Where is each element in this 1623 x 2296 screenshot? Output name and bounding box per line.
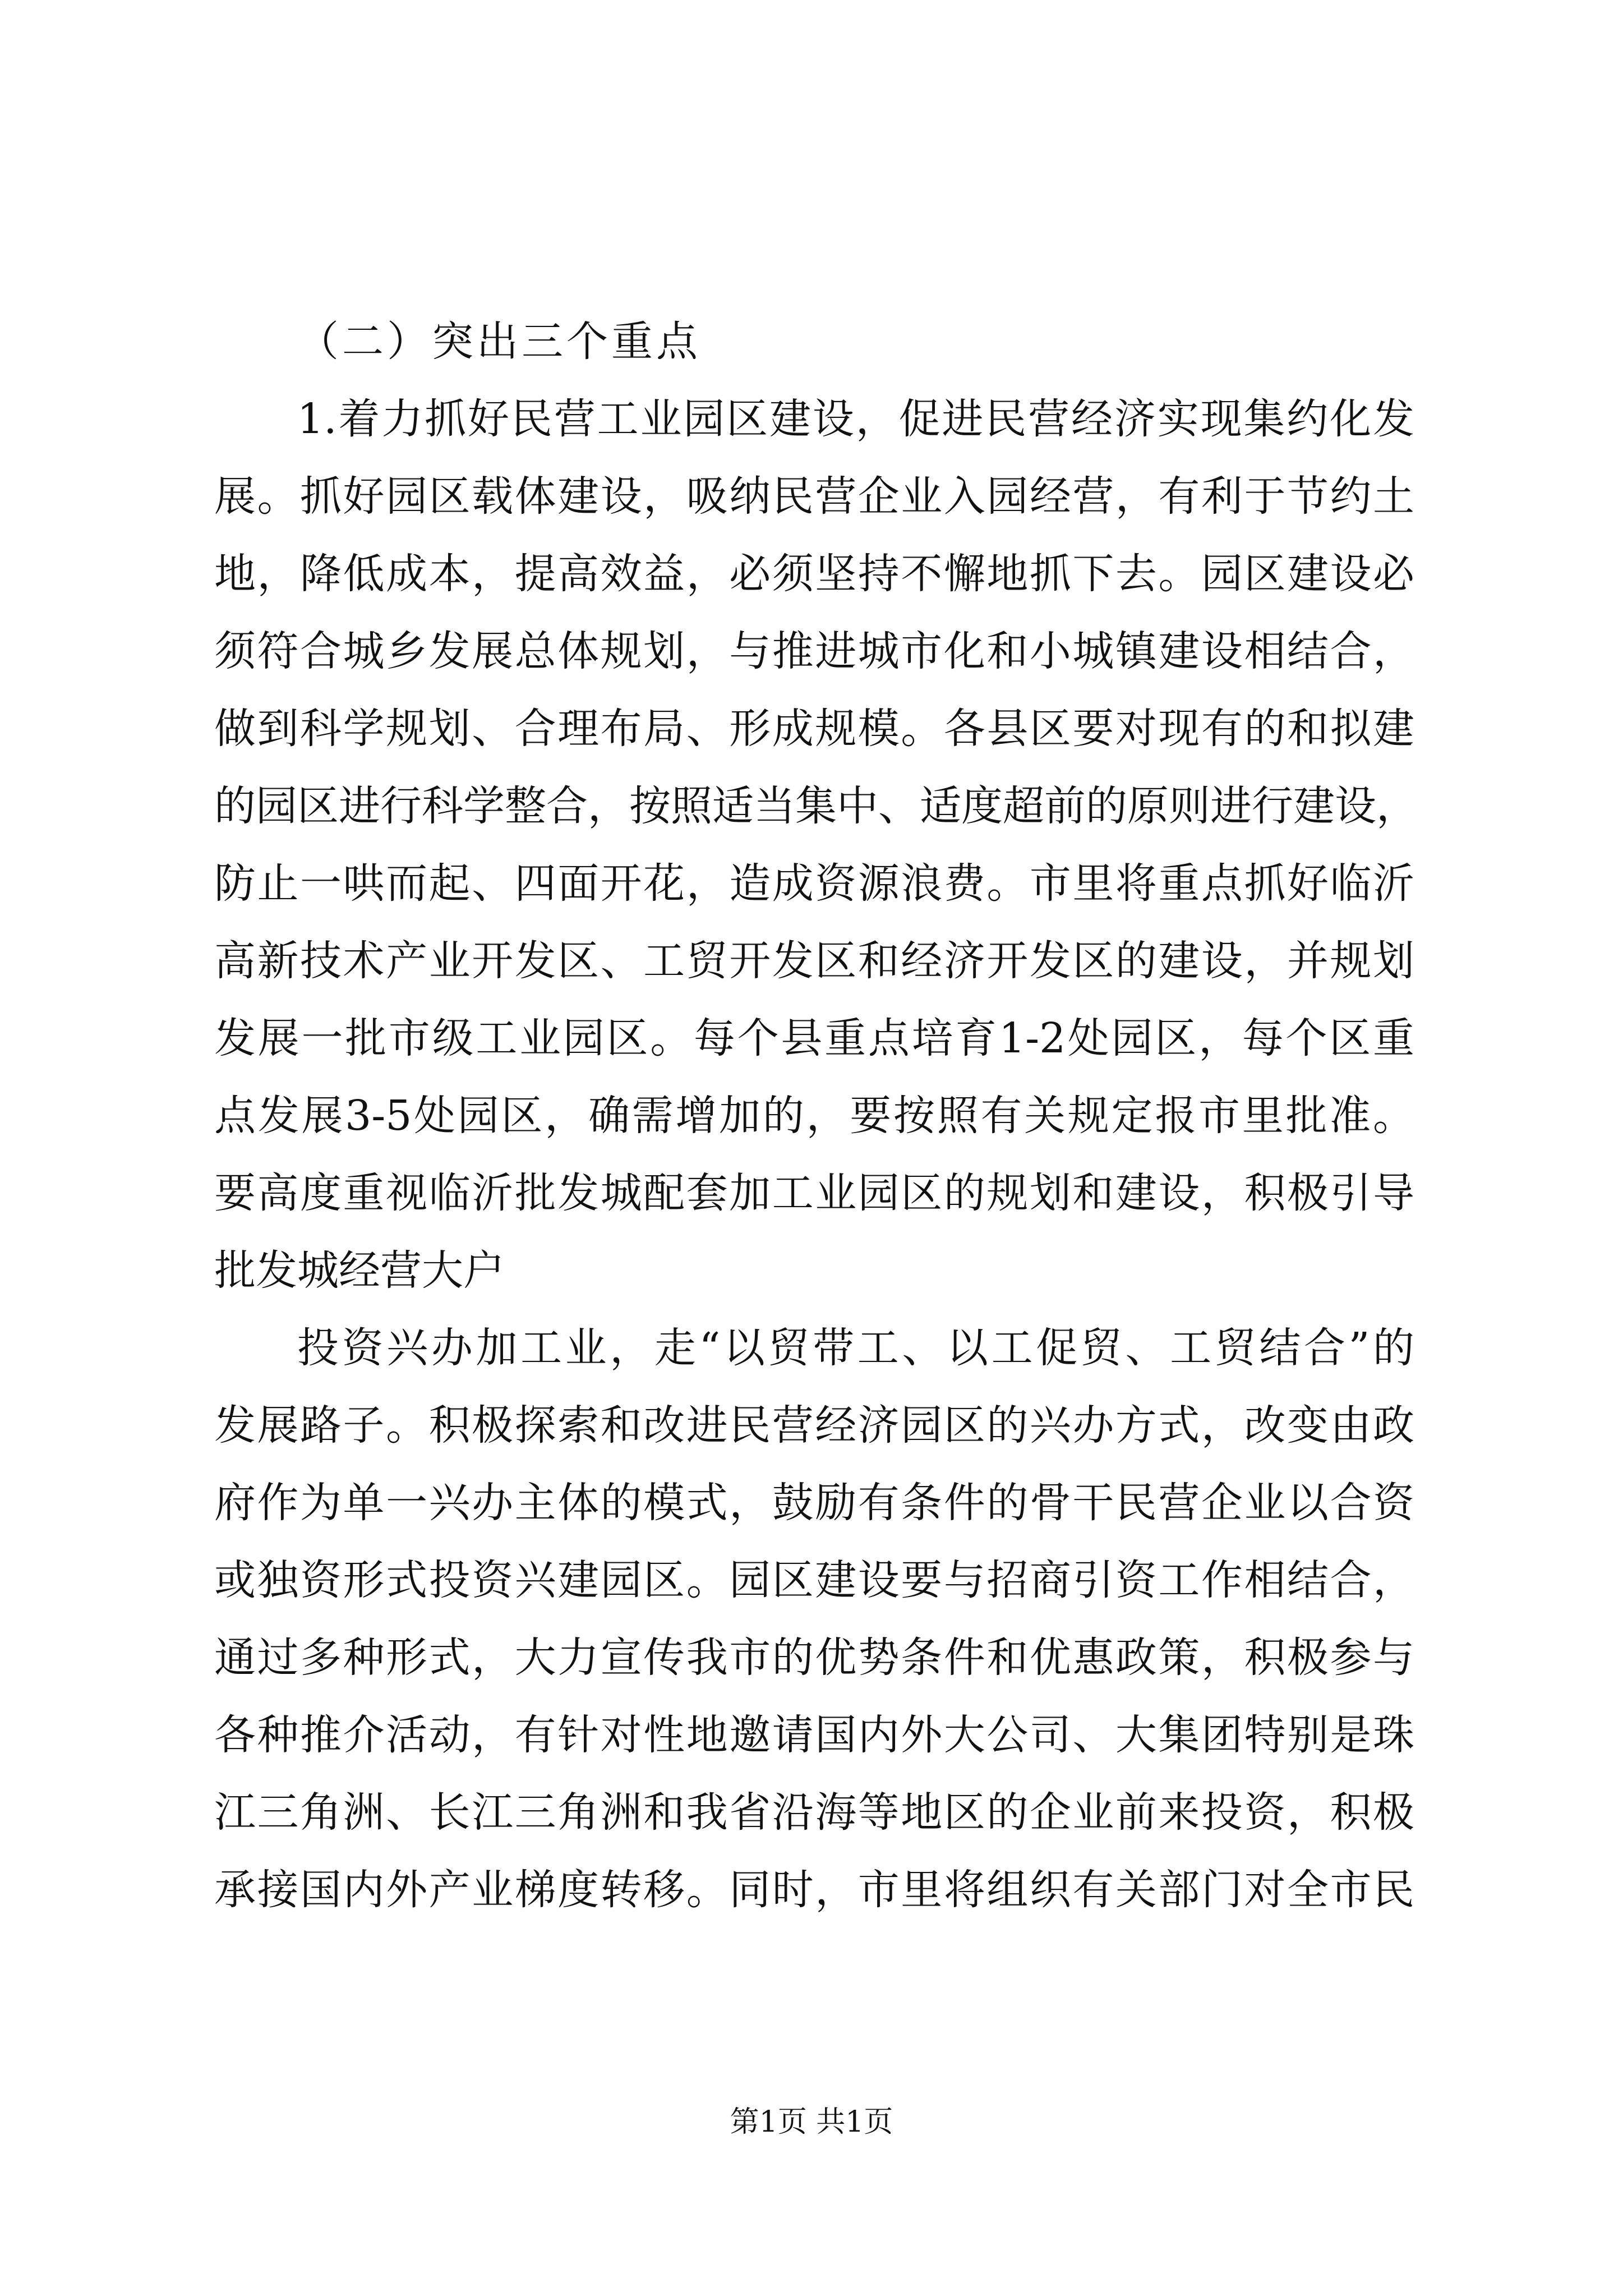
paragraph-line: 承接国内外产业梯度转移。同时，市里将组织有关部门对全市民 (214, 1866, 1414, 1914)
document-body (214, 303, 1418, 1929)
paragraph-line: 地，降低成本，提高效益，必须坚持不懈地抓下去。园区建设必 (214, 550, 1414, 598)
paragraph-line: 的园区进行科学整合，按照适当集中、适度超前的原则进行建设， (214, 782, 1418, 830)
paragraph-1 (214, 380, 1418, 1309)
paragraph-line: 通过多种形式，大力宣传我市的优势条件和优惠政策，积极参与 (214, 1634, 1414, 1682)
paragraph-2 (214, 1309, 1414, 1929)
paragraph-line: 批发城经营大户 (214, 1246, 505, 1295)
paragraph-line: 点发展3-5处园区，确需增加的，要按照有关规定报市里批准。 (214, 1092, 1414, 1140)
paragraph-line: 要高度重视临沂批发城配套加工业园区的规划和建设，积极引导 (214, 1169, 1414, 1217)
paragraph-line: 府作为单一兴办主体的模式，鼓励有条件的骨干民营企业以合资 (214, 1479, 1414, 1527)
paragraph-line: 江三角洲、长江三角洲和我省沿海等地区的企业前来投资，积极 (214, 1788, 1414, 1837)
paragraph-line: 须符合城乡发展总体规划，与推进城市化和小城镇建设相结合， (214, 627, 1414, 675)
paragraph-line: 防止一哄而起、四面开花，造成资源浪费。市里将重点抓好临沂 (214, 859, 1414, 908)
paragraph-line: 投资兴办加工业，走“以贸带工、以工促贸、工贸结合”的 (297, 1324, 1414, 1372)
paragraph-line: 高新技术产业开发区、工贸开发区和经济开发区的建设，并规划 (214, 937, 1414, 985)
paragraph-line: 展。抓好园区载体建设，吸纳民营企业入园经营，有利于节约土 (214, 472, 1414, 521)
section-heading: （二）突出三个重点 (297, 318, 701, 366)
paragraph-line: 1.着力抓好民营工业园区建设，促进民营经济实现集约化发 (297, 395, 1414, 443)
paragraph-line: 或独资形式投资兴建园区。园区建设要与招商引资工作相结合， (214, 1556, 1414, 1604)
page-footer: 第1页 共1页 (730, 2105, 893, 2139)
paragraph-line: 发展一批市级工业园区。每个县重点培育1-2处园区，每个区重 (214, 1014, 1414, 1062)
paragraph-line: 做到科学规划、合理布局、形成规模。各县区要对现有的和拟建 (214, 705, 1414, 753)
paragraph-line: 发展路子。积极探索和改进民营经济园区的兴办方式，改变由政 (214, 1401, 1414, 1450)
paragraph-line: 各种推介活动，有针对性地邀请国内外大公司、大集团特别是珠 (214, 1711, 1414, 1759)
